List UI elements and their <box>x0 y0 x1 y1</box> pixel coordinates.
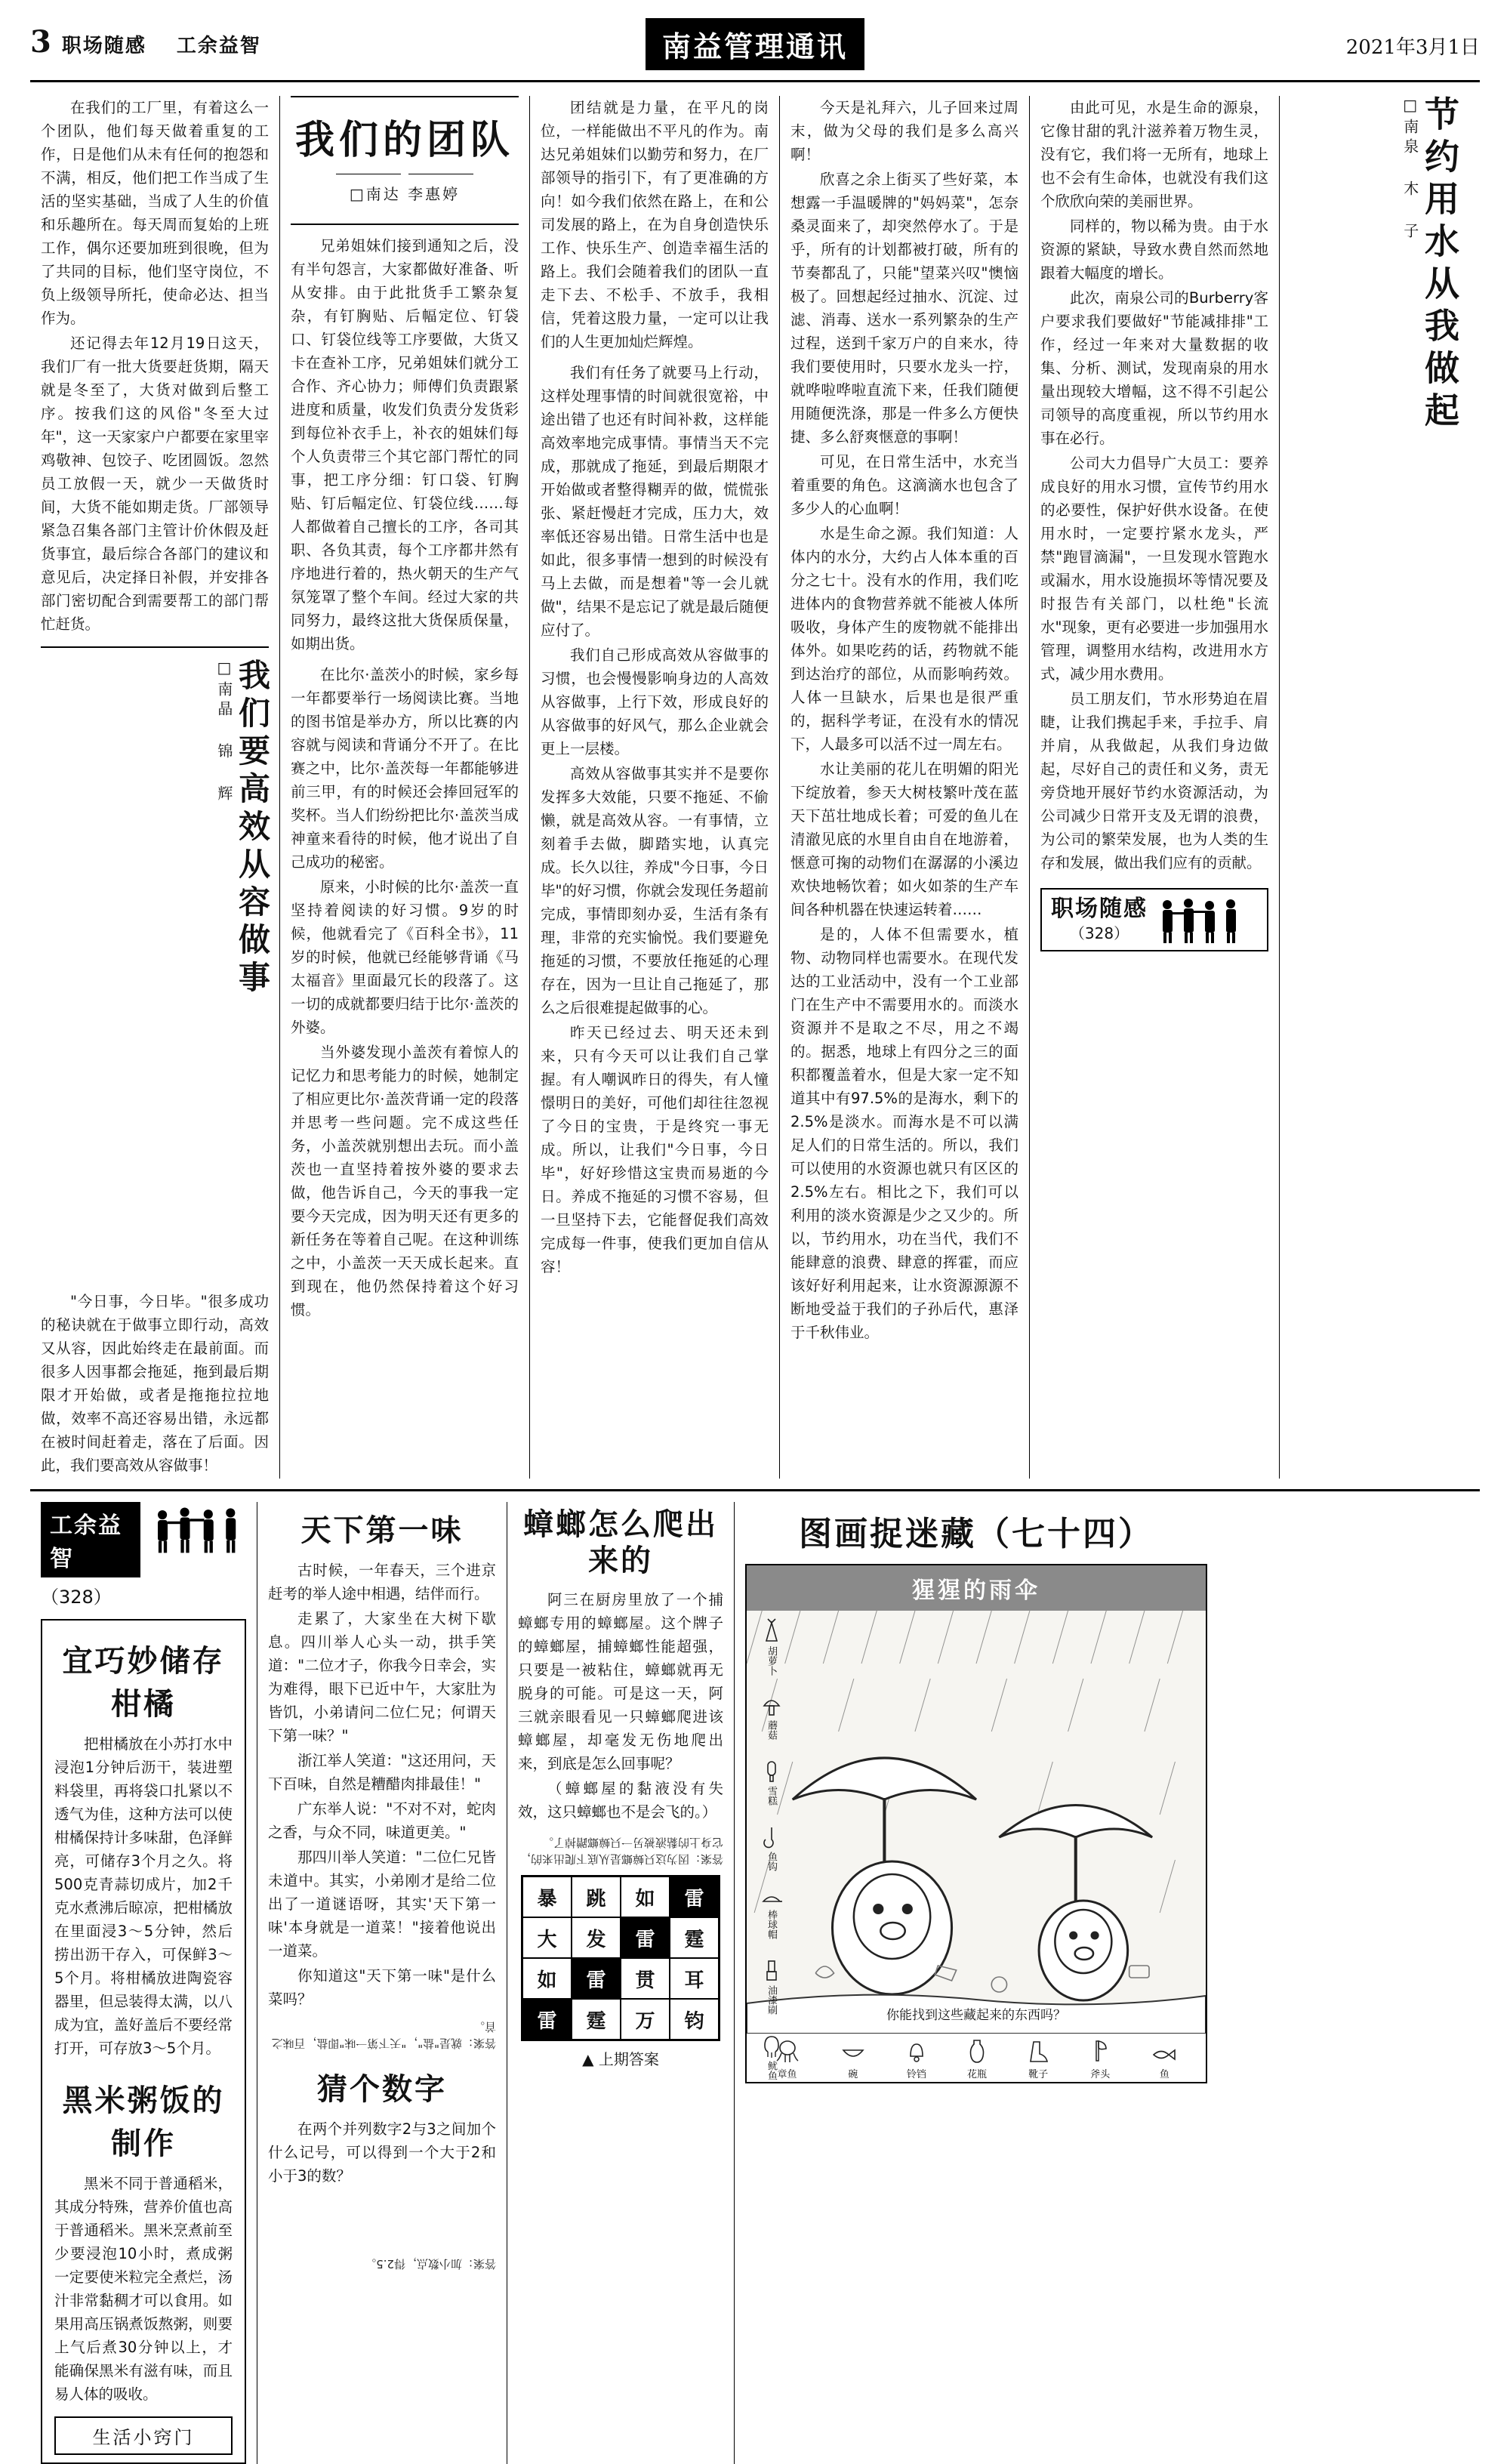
object-label: 蘑菇 <box>766 1720 777 1740</box>
column-5 <box>1030 96 1279 1479</box>
paper-title: 南益管理通讯 <box>646 18 864 70</box>
article-team-body-2: 团结就是力量，在平凡的岗位，一样能做出不平凡的作为。南达兄弟姐妹们以勤劳和努力，在厂部领导的指引下，有了更准确的方向！如今我们依然在路上，在和公司发展的路上，在为自身创造快乐工作、快乐生产、创造幸福生活的路上。我们会随着我们的团队一直走下去、不松手、不放手，我相信，凭着这股力量，一定可以让我们的人生更加灿烂辉煌。 <box>541 99 769 350</box>
riddle-2-body: 在两个并列数字2与3之间加个什么记号，可以得到一个大于2和小于3的数？ <box>268 2120 496 2185</box>
puzzle-cell: 钧 <box>670 1999 719 2040</box>
article-team-body-1: 兄弟姐妹们接到通知之后，没有半句怨言，大家都做好准备、听从安排。由于此批货手工繁杂复杂，有钉胸贴、后幅定位、钉袋口、钉袋位线等工序要做，大货又卡在查补工序，兄弟姐妹们就分工合作、齐心协力；师傅们负责跟紧进度和质量，收发们负责分发货彩到每位补衣手上，补衣的姐妹们每个人负责带三个其它部门帮忙的同事，把工序分细：钉口袋、钉胸贴、钉后幅定位、钉袋位线……每人都做着自己擅长的工序，各司其职、各负其责，每个工序都井然有序地进行着的，热火朝天的生产气氛笼罩了整个车间。经过大家的共同努力，最终这批大货保质保量，如期出货。 <box>291 237 519 652</box>
puzzle-cell: 跳 <box>572 1877 621 1917</box>
object-label: 铃铛 <box>906 2069 926 2080</box>
object-label: 花瓶 <box>966 2069 987 2080</box>
puzzle-cell: 如 <box>522 1958 572 1999</box>
object-label: 雪糕 <box>766 1786 777 1806</box>
baseball-cap-icon <box>750 1891 793 1939</box>
riddle-2-title: 猜个数字 <box>317 2071 447 2107</box>
previous-answer-note: ▲ 上期答案 <box>582 2050 659 2068</box>
riddle-1-answer: 答案：就是"盐"，"天下第一味"即盐，百味之首。 <box>271 2020 496 2050</box>
hidden-picture-banner: 猩猩的雨伞 <box>747 1565 1206 1611</box>
masthead <box>30 20 1480 82</box>
article-team-title: 我们的团队 <box>294 117 514 163</box>
article-efficiency-headline <box>41 646 269 1285</box>
article-water-headline <box>1290 96 1458 519</box>
squid-icon <box>757 2034 786 2080</box>
column-3 <box>530 96 779 1479</box>
puzzle-cell: 大 <box>522 1917 572 1958</box>
cockroach-body: 阿三在厨房里放了一个捕蟑螂专用的蟑螂屋。这个牌子的蟑螂屋，捕蟑螂性能超强，只要是一被粘住，蟑螂就再无脱身的可能。可是这一天，阿三就亲眼看见一只蟑螂爬进该蟑螂屋，却毫发无伤地爬出来，到底是怎么回事呢？ （蟑螂屋的黏液没有失效，这只蟑螂也不是会飞的。） <box>518 1591 723 1821</box>
life-tip-1-title: 宜巧妙储存柑橘 <box>62 1643 225 1722</box>
masthead-section-2: 工余益智 <box>176 35 261 57</box>
puzzle-cell: 雷 <box>572 1958 621 1999</box>
newspaper-page <box>0 20 1510 2448</box>
people-silhouette-icon <box>148 1502 246 1558</box>
column-4 <box>780 96 1029 1479</box>
hidden-picture-frame <box>745 1564 1207 2083</box>
object-label: 靴子 <box>1028 2069 1049 2080</box>
column-6 <box>1280 96 1468 1479</box>
object-label: 胡萝卜 <box>766 1646 777 1676</box>
lower-section <box>30 1489 1480 2464</box>
issue-date: 2021年3月1日 <box>1345 36 1480 59</box>
riddle-1-body: 古时候，一年春天，三个进京赶考的举人途中相遇，结伴而行。 走累了，大家坐在大树下歇息。四川举人心头一动，拱手笑道："二位才子，你我今日幸会，实为难得，眼下已近中午，大家肚为皆饥，小弟请问二位仁兄；何谓天下第一味？" 浙江举人笑道："这还用问，天下百味，自然是糟醋肉排最佳！" 广东举人说："不对不对，蛇肉之香，与众不同，味道更美。" 那四川举人笑道："二位仁兄皆未道中。其实，小弟刚才是给二位出了一道谜语呀，其实'天下第一味'本身就是一道菜！"接着他说出一道菜。 你知道这"天下第一味"是什么菜吗？ <box>268 1562 496 2008</box>
article-efficiency-byline: □南晶 锦 辉 <box>214 658 233 805</box>
idiom-puzzle-grid <box>521 1875 720 2041</box>
masthead-section-1: 职场随感 <box>61 35 146 57</box>
section-badge-label: 职场随感 <box>1051 896 1148 922</box>
riddle-2-answer: 答案：加小数点，得2.5。 <box>365 2257 496 2271</box>
carrot-icon <box>750 1618 793 1676</box>
hidden-object-list-bottom <box>747 2034 1206 2082</box>
workers-silhouette-icon <box>1155 896 1246 944</box>
masthead-left <box>30 24 261 60</box>
fishhook-icon <box>757 1825 786 1871</box>
article-efficiency-body-1: "今日事，今日毕。"很多成功的秘诀就在于做事立即行动，高效又从容，因此始终走在最前面。而很多人因事都会拖延，拖到最后期限才开始做，或者是拖拖拉拉地做，效率不高还容易出错，永远都在被时间赶着走，落在了后面。因此，我们要高效从容做事！ <box>41 1293 269 1474</box>
article-water-body-1: 今天是礼拜六，儿子回来过周末，做为父母的我们是多么高兴啊！ 欣喜之余上街买了些好菜，本想露一手温暖牌的"妈妈菜"，怎奈桑灵面来了，却突然停水了。于是乎，所有的计划都被打破，所有的节奏都乱了，只能"望菜兴叹"懊恼极了。回想起经过抽水、沉淀、过滤、消毒、送水一系列繁杂的生产过程，送到千家万户的自来水，待我们要使用时，只要水龙头一拧，就哗啦哗啦直流下来，任我们随便用随便洗涤，那是一件多么方便快捷、多么舒爽惬意的事啊！ 可见，在日常生活中，水充当着重要的角色。这滴滴水也包含了多少人的心血啊！ 水是生命之源。我们知道：人体内的水分，大约占人体本重的百分之七十。没有水的作用，我们吃进体内的食物营养就不能被人体所吸收，身体产生的废物就不能排出体外。如果吃药的话，药物就不能到达治疗的部位，从而影响药效。人体一旦缺水，后果也是很严重的，据科学考证，在没有水的情况下，人最多可以活不过一周左右。 水让美丽的花儿在明媚的阳光下绽放着，参天大树枝繁叶茂在蓝天下茁壮地成长着；可爱的鱼儿在清澈见底的水里自由自在地游着，惬意可掬的动物们在潺潺的小溪边欢快地畅饮着；如火如荼的生产车间各种机器在快速运转着…… 是的，人体不但需要水，植物、动物同样也需要水。在现代发达的工业活动中，没有一个工业部门在生产中不需要用水的。而淡水资源并不是取之不尽，用之不竭的。据悉，地球上有四分之三的面积都覆盖着水，但是大家一定不知道其中有97.5%的是海水，剩下的2.5%是淡水。而海水是不可以满足人们的日常生活的。所以，我们可以使用的水资源也就只有区区的2.5%左右。相比之下，我们可以利用的淡水资源是少之又少的。所以，节约用水，功在当代，我们不能肆意的浪费、肆意的挥霍，而应该好好利用起来，让水资源源源不断地受益于我们的子孙后代，惠泽于千秋伟业。 <box>790 99 1018 1341</box>
puzzle-cell: 霆 <box>572 1999 621 2040</box>
lower-column-riddles <box>257 1502 507 2464</box>
hidden-picture-illustration <box>747 1611 1206 2034</box>
article-efficiency-body-2: 在比尔·盖茨小的时候，家乡每一年都要举行一场阅读比赛。当地的图书馆是举办方，所以比赛的内容就与阅读和背诵分不开了。在比赛之中，比尔·盖茨每一年都能够进前三甲，有的时候还会捧回冠军的奖杯。当人们纷纷把比尔·盖茨当成神童来看待的时候，他才说出了自己成功的秘密。 原来，小时候的比尔·盖茨一直坚持着阅读的好习惯。9岁的时候，他就看完了《百科全书》，11岁的时候，他就已经能够背诵《马太福音》里面最冗长的段落了。这一切的成就都要归结于比尔·盖茨的外婆。 当外婆发现小盖茨有着惊人的记忆力和思考能力的时候，她制定了相应更比尔·盖茨背诵一定的段落并思考一些问题。完不成这些任务，小盖茨就别想出去玩。而小盖茨也一直坚持着按外婆的要求去做，他告诉自己，今天的事我一定要今天完成，因为明天还有更多的新任务在等着自己呢。在这种训练之中，小盖茨一天天成长起来。直到现在，他仍然保持着这个好习惯。 <box>291 666 519 1318</box>
puzzle-cell: 雷 <box>670 1877 719 1917</box>
bell-icon <box>906 2040 927 2080</box>
article-team-byline: □南达 李惠婷 <box>349 185 461 203</box>
axe-icon <box>1089 2038 1111 2080</box>
article-efficiency-body-3: 我们有任务了就要马上行动，这样处理事情的时间就很宽裕，中途出错了也还有时间补救，这样能高效率地完成事情。事情当天不完成，那就成了拖延，到最后期限才开始做或者整得糊弄的做，慌慌张张、紧赶慢赶才完成，压力大，效率低还容易出错。日常生活中也是如此，很多事情一想到的时候没有马上去做，而是想着"等一会儿就做"，结果不是忘记了就是最后随便应付了。 我们自己形成高效从容做事的习惯，也会慢慢影响身边的人高效从容做事，上行下效，形成良好的从容做事的好风气，那么企业就会更上一层楼。 高效从容做事其实并不是要你发挥多大效能，只要不拖延、不偷懒，就是高效从容。一有事情，立刻着手去做，脚踏实地，认真完成。长久以往，养成"今日事，今日毕"的好习惯，你就会发现任务超前完成，事情即刻办妥，生活有条有理，非常的充实愉悦。我们要避免拖延的习惯，不要放任拖延的心理存在，因为一旦让自己拖延了，那么之后很难提起做事的心。 昨天已经过去、明天还未到来，只有今天可以让我们自己掌握。有人嘲讽昨日的得失，有人憧憬明日的美好，可他们却往往忽视了今日的宝贵，于是终究一事无成。所以，让我们"今日事，今日毕"，好好珍惜这宝贵而易逝的今日。养成不拖延的习惯不容易，但一旦坚持下去，它能督促我们高效完成每一件事，使我们更加自信从容！ <box>541 364 769 1275</box>
article-team-header <box>291 96 519 225</box>
object-label: 碗 <box>848 2069 858 2080</box>
object-label: 油漆刷 <box>766 1985 777 2015</box>
lower-column-hidden-picture <box>735 1502 1218 2464</box>
life-tip-2-body: 黑米不同于普通稻米，其成分特殊，营养价值也高于普通稻米。黑米烹煮前至少要浸泡10小时，煮成粥一定要使米粒完全煮烂，汤汁非常黏稠才可以食用。如果用高压锅煮饭熬粥，则要上气后煮30分钟以上，才能确保黑米有滋有味，而且易人体的吸收。 <box>54 2175 233 2403</box>
hidden-picture-title: 图画捉迷藏（七十四） <box>799 1515 1154 1553</box>
hidden-picture-caption: 你能找到这些藏起来的东西吗？ <box>886 2008 1066 2023</box>
section-badge-leisure <box>41 1502 246 1608</box>
life-tip-1-body: 把柑橘放在小苏打水中浸泡1分钟后沥干，装进塑料袋里，再将袋口扎紧以不透气为佳，这种方法可以使柑橘保持计多味甜，色泽鲜亮，可储存3个月之久。将500克青蒜切成片，加2千克水煮沸后晾凉，把柑橘放在里面浸3～5分钟，然后捞出沥干存入，可保鲜3～5个月。将柑橘放进陶瓷容器里，但忌装得太满，以八成为宜，盖好盖后不要经常打开，可存放3～5个月。 <box>54 1735 233 2057</box>
cockroach-title: 蟑螂怎么爬出来的 <box>523 1506 718 1578</box>
life-tips-box <box>41 1619 246 2464</box>
puzzle-cell: 万 <box>621 1999 670 2040</box>
leisure-badge-label: 工余益智 <box>41 1502 140 1577</box>
vase-icon <box>967 2038 987 2080</box>
leisure-badge-number: （328） <box>41 1587 112 1608</box>
article-team-lead: 在我们的工厂里，有着这么一个团队，他们每天做着重复的工作，日是他们从未有任何的抱怨和不满，相反，他们把工作当成了生活的坚实基础，当成了人生的价值和乐趣所在。每天周而复始的上班工作，偶尔还要加班到很晚，但为了共同的目标，他们坚守岗位，不负上级领导所托，使命必达、担当作为。 还记得去年12月19日这天，我们厂有一批大货要赶货期，隔天就是冬至了，大货对做到后整工序。按我们这的风俗"冬至大过年"，这一天家家户户都要在家里宰鸡敬神、包饺子、吃团圆饭。忽然员工放假一天，就少一天做货时间，大货不能如期走货。厂部领导紧急召集各部门主管计价休假及赶货事宜，最后综合各部门的建议和意见后，决定择日补假，并安排各部门密切配合到需要帮工的部门帮忙赶货。 <box>41 99 269 633</box>
puzzle-cell: 雷 <box>522 1999 572 2040</box>
object-label: 斧头 <box>1090 2069 1111 2080</box>
cockroach-answer: 答案：因为这只蟑螂是从底下爬出来的，它身上的黏液被另一只蟑螂蹭掉了。 <box>519 1836 723 1866</box>
bowl-icon <box>840 2044 866 2080</box>
main-columns <box>30 96 1480 1479</box>
puzzle-cell: 霆 <box>670 1917 719 1958</box>
lower-column-puzzle-life <box>30 1502 257 2464</box>
life-tip-2-title: 黑米粥饭的制作 <box>62 2083 225 2161</box>
article-water-title: 节约用水从我做起 <box>1419 96 1460 434</box>
section-badge-workplace <box>1040 888 1268 951</box>
fish-icon <box>1151 2046 1178 2080</box>
puzzle-cell: 耳 <box>670 1958 719 1999</box>
boot-icon <box>1027 2040 1049 2080</box>
lower-column-cockroach <box>507 1502 734 2464</box>
riddle-1-title: 天下第一味 <box>300 1513 464 1548</box>
article-efficiency-title: 我们要高效从容做事 <box>234 658 271 998</box>
icecream-icon <box>757 1759 786 1806</box>
object-label: 章鱼 <box>777 2069 797 2080</box>
article-water-byline: □南泉 木 子 <box>1401 96 1419 242</box>
puzzle-cell: 暴 <box>522 1877 572 1917</box>
column-2 <box>280 96 529 1479</box>
puzzle-cell: 如 <box>621 1877 670 1917</box>
mushroom-icon <box>757 1695 786 1740</box>
page-number: 3 <box>30 24 51 60</box>
puzzle-cell: 发 <box>572 1917 621 1958</box>
section-badge-number: （328） <box>1069 924 1129 942</box>
life-tips-tag: 生活小窍门 <box>54 2416 233 2455</box>
puzzle-cell: 雷 <box>621 1917 670 1958</box>
column-1 <box>30 96 279 1479</box>
puzzle-cell: 贯 <box>621 1958 670 1999</box>
object-label: 棒球帽 <box>766 1910 777 1939</box>
object-label: 鱼钩 <box>766 1852 777 1871</box>
object-label: 鱼 <box>1159 2069 1169 2080</box>
article-water-body-2: 由此可见，水是生命的源泉，它像甘甜的乳汁滋养着万物生灵，没有它，我们将一无所有，地球上也不会有生命体，也就没有我们这个欣欣向荣的美丽世界。 同样的，物以稀为贵。由于水资源的紧缺，导致水费自然而然地跟着大幅度的增长。 此次，南泉公司的Burberry客户要求我们要做好"节能减排排"工作，经过一年来对大量数据的收集、分析、测试，发现南泉的用水量出现较大增幅，这不得不引起公司领导的高度重视，所以节约用水事在必行。 公司大力倡导广大员工：要养成良好的用水习惯，宣传节约用水的必要性，保护好供水设备。在使用水时，一定要拧紧水龙头，严禁"跑冒滴漏"，一旦发现水管跑水或漏水，用水设施损坏等情况要及时报告有关部门，以杜绝"长流水"现象，更有必要进一步加强用水管理，调整用水结构，改进用水方式，减少用水费用。 员工朋友们，节水形势迫在眉睫，让我们携起手来，手拉手、肩并肩，从我做起，从我们身边做起，尽好自己的责任和义务，责无旁贷地开展好节约水资源活动，为公司减少日常开支及无谓的浪费，为公司的繁荣发展，也为人类的生存和发展，做出我们应有的贡献。 <box>1040 99 1268 871</box>
object-label: 鱿鱼 <box>766 2061 777 2080</box>
